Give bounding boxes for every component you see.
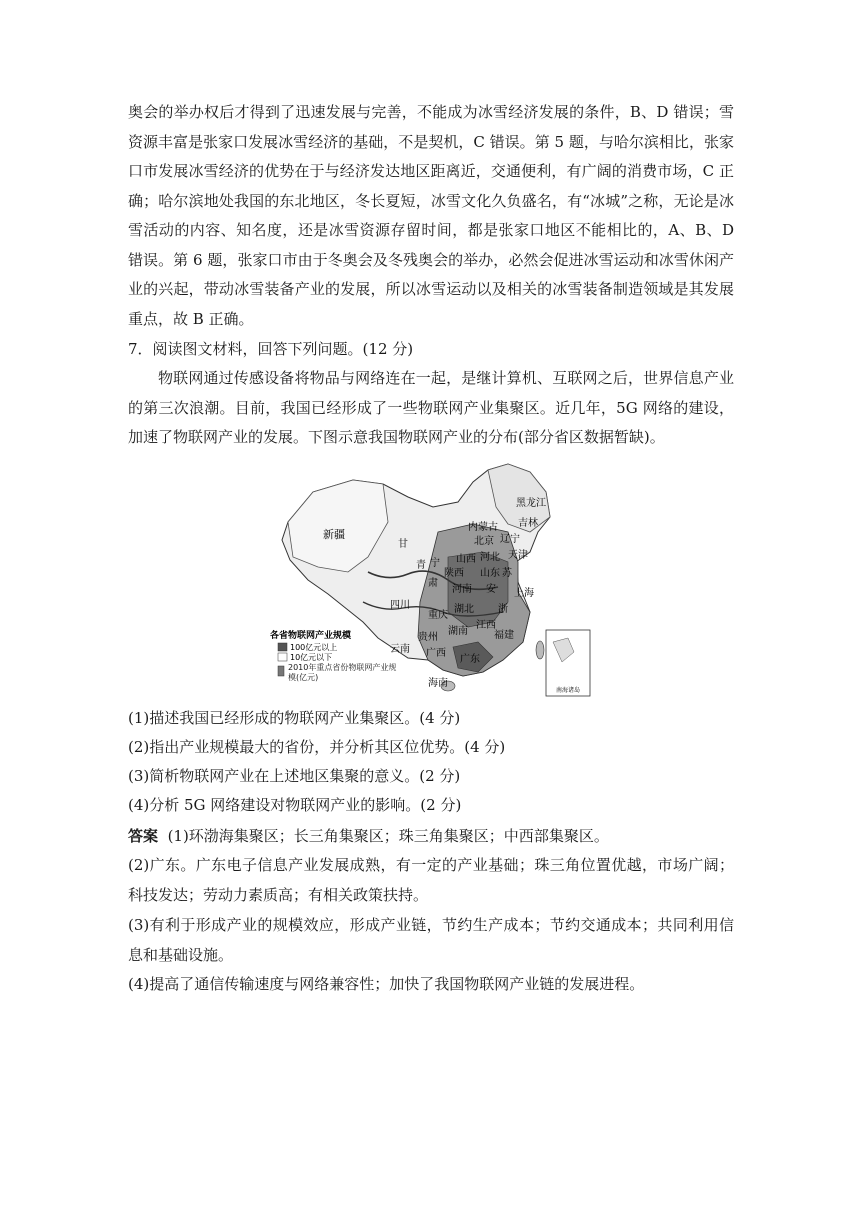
label-liaoning: 辽宁 [500, 534, 520, 545]
label-guangdong: 广东 [460, 654, 480, 665]
legend-item-high: 100亿元以上 [290, 643, 338, 652]
label-hunan: 湖南 [448, 626, 468, 637]
label-shaanxi: 陕西 [444, 568, 464, 579]
label-chongqing: 重庆 [428, 610, 448, 621]
label-su2: 肃 [428, 578, 438, 589]
question-title: 7．阅读图文材料，回答下列问题。(12 分) [128, 340, 414, 358]
label-neimenggu: 内蒙古 [468, 522, 498, 533]
subquestion-2: (2)指出产业规模最大的省份，并分析其区位优势。(4 分) [128, 738, 506, 756]
label-jiangxi: 江西 [476, 620, 496, 631]
label-yunnan: 云南 [390, 644, 410, 655]
legend-title: 各省物联网产业规模 [270, 631, 352, 641]
label-heilongjiang: 黑龙江 [516, 498, 546, 509]
label-beijing: 北京 [474, 536, 494, 547]
label-jilin: 吉林 [518, 518, 538, 529]
label-ningxia: 宁 [430, 558, 440, 569]
label-hebei: 河北 [480, 552, 500, 563]
label-henan: 河南 [452, 584, 472, 595]
label-shandong: 山东 [480, 568, 500, 579]
label-anhui: 安 [486, 584, 496, 595]
legend-item-scale: 2010年重点省份物联网产业规模(亿元) [288, 663, 397, 682]
subquestion-1: (1)描述我国已经形成的物联网产业集聚区。(4 分) [128, 709, 461, 727]
subquestion-3: (3)简析物联网产业在上述地区集聚的意义。(2 分) [128, 767, 461, 785]
answer-3: (3)有利于形成产业的规模效应，形成产业链，节约生产成本；节约交通成本；共同利用信息和基础设施。 [128, 916, 734, 964]
label-hainan: 海南 [428, 678, 448, 689]
label-su: 苏 [502, 568, 512, 579]
question-material: 物联网通过传感设备将物品与网络连在一起，是继计算机、互联网之后，世界信息产业的第三次浪潮。目前，我国已经形成了一些物联网产业集聚区。近几年，5G 网络的建设，加速了物联网产业的发展。下图示意我国物联网产业的分布(部分省区数据暂缺)。 [128, 369, 734, 446]
label-sichuan: 四川 [390, 600, 410, 611]
label-tianjin: 天津 [508, 550, 528, 561]
china-iot-map [268, 462, 592, 700]
legend-item-low: 10亿元以下 [290, 653, 333, 662]
label-nanhai: 南海诸岛 [555, 687, 581, 694]
label-xinjiang: 新疆 [323, 528, 345, 541]
label-guizhou: 贵州 [418, 632, 438, 643]
label-hubei: 湖北 [454, 604, 474, 615]
answer-2: (2)广东。广东电子信息产业发展成熟，有一定的产业基础；珠三角位置优越，市场广阔；科技发达；劳动力素质高；有相关政策扶持。 [128, 856, 734, 904]
label-shanxi: 山西 [456, 554, 476, 565]
explanation-paragraph: 奥会的举办权后才得到了迅速发展与完善，不能成为冰雪经济发展的条件，B、D 错误；雪资源丰富是张家口发展冰雪经济的基础，不是契机，C 错误。第 5 题，与哈尔滨相比，张家口市发展冰雪经济的优势在于与经济发达地区距离近，交通便利，有广阔的消费市场，C 正确；哈尔滨地处我国的东北地区，冬长夏短，冰雪文化久负盛名，有“冰城”之称，无论是冰雪活动的内容、知名度，还是冰雪资源存留时间，都是张家口地区不能相比的，A、B、D 错误。第 6 题，张家口市由于冬奥会及冬残奥会的举办，必然会促进冰雪运动和冰雪休闲产业的兴起，带动冰雪装备产业的发展，所以冰雪运动以及相关的冰雪装备制造领域是其发展重点，故 B 正确。 [128, 103, 734, 328]
label-shanghai: 上海 [514, 588, 534, 599]
subquestion-4: (4)分析 5G 网络建设对物联网产业的影响。(2 分) [128, 796, 462, 814]
label-fujian: 福建 [494, 630, 514, 641]
label-guangxi: 广西 [426, 648, 446, 659]
answer-1: (1)环渤海集聚区；长三角集聚区；珠三角集聚区；中西部集聚区。 [167, 827, 609, 845]
label-qinghai: 青 [416, 560, 426, 571]
answer-label: 答案 [128, 827, 159, 845]
answer-1-line [128, 822, 734, 852]
label-gansu: 甘 [398, 539, 408, 550]
label-zhejiang: 浙 [498, 604, 508, 615]
answer-4: (4)提高了通信传输速度与网络兼容性；加快了我国物联网产业链的发展进程。 [128, 975, 645, 993]
